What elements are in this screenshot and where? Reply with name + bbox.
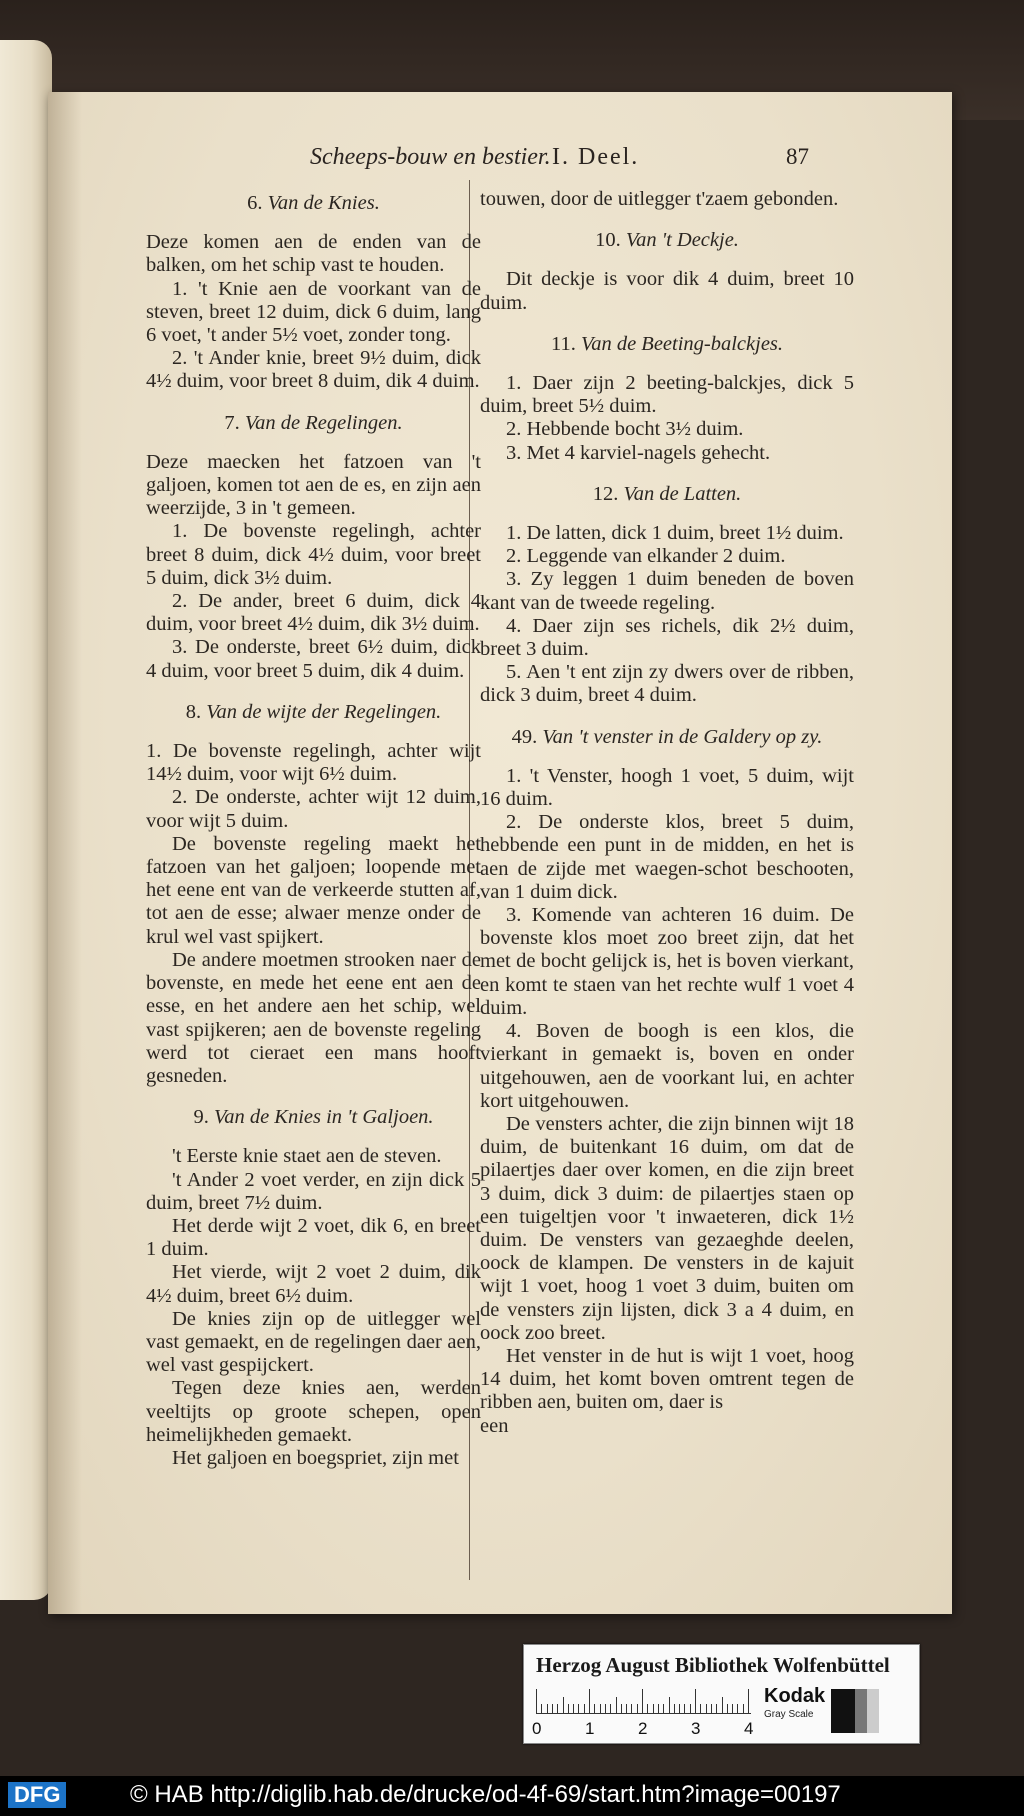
section-number: 9. bbox=[193, 1106, 214, 1129]
paragraph: 't Eerste knie staet aen de steven. bbox=[172, 1145, 442, 1168]
ruler-tick bbox=[626, 1704, 627, 1713]
ruler-number: 0 bbox=[532, 1719, 542, 1738]
section-title: Van de Knies. bbox=[267, 192, 380, 214]
ruler-tick bbox=[578, 1704, 579, 1713]
ruler-tick bbox=[600, 1704, 601, 1713]
section-number: 12. bbox=[592, 482, 624, 505]
ruler-tick bbox=[642, 1689, 643, 1713]
gray-scale-label: Gray Scale bbox=[764, 1709, 814, 1720]
section-number: 49. bbox=[511, 725, 543, 748]
ruler-tick bbox=[737, 1704, 738, 1713]
footer-bar bbox=[0, 1776, 1024, 1816]
ruler-tick bbox=[679, 1704, 680, 1713]
gray-swatch bbox=[831, 1689, 879, 1733]
paragraph: 1. 't Venster, hoogh 1 voet, 5 duim, wijt 16 duim. bbox=[480, 764, 854, 811]
paragraph: 5. Aen 't ent zijn zy dwers over de ribben, dick 3 duim, breet 4 duim. bbox=[480, 661, 854, 707]
ruler-tick bbox=[547, 1704, 548, 1713]
paragraph: 3. De onderste, breet 6½ duim, dick 4 duim, voor breet 5 duim, dik 4 duim. bbox=[146, 636, 481, 682]
section-number: 6. bbox=[247, 192, 268, 214]
ruler-tick bbox=[716, 1704, 717, 1713]
left-column bbox=[146, 188, 481, 1470]
ruler-number: 4 bbox=[744, 1719, 754, 1738]
paragraph: touwen, door de uitlegger t'zaem gebonden. bbox=[480, 188, 839, 210]
paragraph: De andere moetmen strooken naer de bovenste, en mede het eene ent aen de esse, en het andere aen het schip, wel vast spijkeren; aen de bovenste regeling werd tot cieraet een mans hooft gesneden. bbox=[146, 948, 481, 1087]
section-number: 8. bbox=[185, 700, 207, 723]
paragraph: De bovenste regeling maekt het fatzoen van het galjoen; loopende met het eene ent van de verkeerde stutten af, tot aen de esse; alwaer menze onder de krul wel vast spijkert. bbox=[146, 832, 481, 948]
ruler-number: 3 bbox=[691, 1719, 701, 1738]
ruler-tick bbox=[568, 1704, 569, 1713]
paragraph: Het vierde, wijt 2 voet 2 duim, dik 4½ duim, breet 6½ duim. bbox=[146, 1261, 481, 1307]
section-title: Van de Beeting-balckjes. bbox=[580, 332, 784, 355]
section-title: Van 't venster in de Galdery op zy. bbox=[542, 725, 823, 748]
section-heading bbox=[146, 192, 481, 215]
paragraph: 4. Boven de boogh is een klos, die vierkant in gemaekt is, boven en onder uitgehouwen, aen de voorkant lui, en achter kort uitgehouwen. bbox=[480, 1020, 854, 1112]
paragraph: 2. De onderste, achter wijt 12 duim, voor wijt 5 duim. bbox=[146, 786, 481, 832]
kodak-logo: Kodak bbox=[764, 1685, 826, 1707]
ruler-tick bbox=[594, 1704, 595, 1713]
ruler-tick bbox=[700, 1704, 701, 1713]
ruler-tick bbox=[727, 1704, 728, 1713]
section-heading bbox=[146, 1106, 481, 1129]
ruler-tick bbox=[722, 1697, 723, 1713]
section-title: Van de Regelingen. bbox=[244, 411, 403, 434]
library-name: Herzog August Bibliothek Wolfenbüttel bbox=[536, 1653, 890, 1677]
ruler-tick bbox=[690, 1704, 691, 1713]
paragraph: 2. 't Ander knie, breet 9½ duim, dick 4½ duim, voor breet 8 duim, dik 4 duim. bbox=[146, 347, 481, 393]
section-heading bbox=[146, 412, 481, 435]
right-column bbox=[480, 188, 854, 1438]
section-heading bbox=[480, 333, 854, 356]
running-header bbox=[48, 144, 952, 180]
ruler-tick bbox=[695, 1689, 696, 1713]
paragraph: 1. Daer zijn 2 beeting-balckjes, dick 5 duim, breet 5½ duim. bbox=[480, 372, 854, 418]
ruler-tick bbox=[637, 1704, 638, 1713]
paragraph: 2. Leggende van elkander 2 duim. bbox=[506, 545, 786, 568]
color-calibration-bar bbox=[523, 1644, 920, 1744]
section-title: Van de Latten. bbox=[623, 482, 742, 505]
paragraph: 1. De latten, dick 1 duim, breet 1½ duim. bbox=[506, 522, 844, 545]
ruler-tick bbox=[732, 1704, 733, 1713]
ruler-tick bbox=[621, 1704, 622, 1713]
part-label: I. Deel. bbox=[552, 144, 640, 170]
ruler-tick bbox=[663, 1704, 664, 1713]
paragraph: Het venster in de hut is wijt 1 voet, hoog 14 duim, het komt boven omtrent tegen de ribben aen, buiten om, daer is bbox=[480, 1344, 854, 1414]
section-heading bbox=[480, 483, 854, 506]
section-title: Van de wijte der Regelingen. bbox=[206, 700, 442, 723]
ruler-tick bbox=[653, 1704, 654, 1713]
ruler-number: 1 bbox=[585, 1719, 595, 1738]
previous-page-edge bbox=[0, 40, 52, 1600]
paragraph: 2. De ander, breet 6 duim, dick 4 duim, voor breet 4½ duim, dik 3½ duim. bbox=[146, 590, 481, 636]
section-number: 11. bbox=[550, 332, 581, 355]
ruler-tick bbox=[541, 1704, 542, 1713]
scale-ruler bbox=[532, 1687, 754, 1738]
page-gutter-shadow bbox=[48, 92, 82, 1614]
ruler-tick bbox=[605, 1704, 606, 1713]
section-heading bbox=[480, 726, 854, 749]
paragraph: 3. Komende van achteren 16 duim. De bovenste klos moet zoo breet zijn, dat het met de bocht gelijck is, het is boven vierkant, en komt te staen van het rechte wulf 1 voet 4 duim. bbox=[480, 904, 854, 1019]
paragraph: 1. De bovenste regelingh, achter breet 8 duim, dick 4½ duim, voor breet 5 duim, dick 3½ duim. bbox=[146, 520, 481, 589]
ruler-tick bbox=[684, 1704, 685, 1713]
paragraph: Dit deckje is voor dik 4 duim, breet 10 duim. bbox=[480, 268, 854, 314]
ruler-number: 2 bbox=[638, 1719, 648, 1738]
ruler-tick bbox=[631, 1704, 632, 1713]
section-number: 7. bbox=[224, 411, 245, 434]
ruler-tick bbox=[658, 1704, 659, 1713]
paragraph: 3. Met 4 karviel-nagels gehecht. bbox=[506, 441, 771, 464]
section-title: Van 't Deckje. bbox=[625, 229, 739, 252]
ruler-tick bbox=[711, 1704, 712, 1713]
section-number: 10. bbox=[595, 229, 626, 252]
paragraph: 2. Hebbende bocht 3½ duim. bbox=[506, 418, 744, 441]
paragraph: 't Ander 2 voet verder, en zijn dick 5 duim, breet 7½ duim. bbox=[146, 1168, 481, 1214]
ruler-tick bbox=[589, 1689, 590, 1713]
ruler-tick bbox=[536, 1689, 537, 1713]
paragraph: De vensters achter, die zijn binnen wijt 18 duim, de buitenkant 16 duim, om dat de pilaertjes daer over komen, en die zijn breet 3 duim, dick 3 duim: de pilaertjes staen op een tuigeltjen voor 't inwaeteren, dick 1½ duim. De vensters van gezaeghde deelen, oock de klampen. De vensters in de kajuit wijt 1 voet, hoog 1 voet 3 duim, buiten om de vensters zijn lijsten, dick 3 a 4 duim, en oock zoo breet. bbox=[480, 1112, 854, 1344]
paragraph: 2. De onderste klos, breet 5 duim, hebbende een punt in de midden, en het is aen de zijde met waegen-schot beschooten, van 1 duim dick. bbox=[480, 811, 854, 903]
paragraph: Deze maecken het fatzoen van 't galjoen, komen tot aen de es, en zijn aen weerzijde, 3 in 't gemeen. bbox=[146, 450, 481, 520]
section-heading bbox=[146, 701, 481, 724]
book-page bbox=[48, 92, 952, 1614]
running-title: Scheeps-bouw en bestier. bbox=[310, 144, 551, 170]
ruler-tick bbox=[748, 1689, 749, 1713]
ruler-tick bbox=[669, 1697, 670, 1713]
catchword: een bbox=[480, 1414, 509, 1437]
section-heading bbox=[480, 229, 854, 252]
paragraph: 1. 't Knie aen de voorkant van de steven, breet 12 duim, dick 6 duim, lang 6 voet, 't ander 5½ voet, zonder tong. bbox=[146, 277, 481, 347]
ruler-tick bbox=[674, 1704, 675, 1713]
ruler-tick bbox=[552, 1704, 553, 1713]
ruler-tick bbox=[573, 1704, 574, 1713]
ruler-tick bbox=[647, 1704, 648, 1713]
credit-link[interactable]: © HAB http://diglib.hab.de/drucke/od-4f-69/start.htm?image=00197 bbox=[130, 1781, 841, 1808]
paragraph: Het derde wijt 2 voet, dik 6, en breet 1 duim. bbox=[146, 1214, 481, 1261]
paragraph: Deze komen aen de enden van de balken, om het schip vast te houden. bbox=[146, 231, 481, 277]
ruler-tick bbox=[584, 1704, 585, 1713]
paragraph: 3. Zy leggen 1 duim beneden de boven kant van de tweede regeling. bbox=[480, 568, 854, 614]
ruler-tick bbox=[563, 1697, 564, 1713]
paragraph: 4. Daer zijn ses richels, dik 2½ duim, breet 3 duim. bbox=[480, 614, 854, 661]
ruler-tick bbox=[557, 1704, 558, 1713]
paragraph: Tegen deze knies aen, werden veeltijts op groote schepen, open heimelijkheden gemaekt. bbox=[146, 1377, 481, 1446]
paragraph: De knies zijn op de uitlegger wel vast gemaekt, en de regelingen daer aen, wel vast gespijckert. bbox=[146, 1307, 481, 1377]
ruler-tick bbox=[743, 1704, 744, 1713]
dfg-logo[interactable]: DFG bbox=[8, 1782, 66, 1808]
paragraph: 1. De bovenste regelingh, achter wijt 14½ duim, voor wijt 6½ duim. bbox=[146, 740, 481, 786]
ruler-tick bbox=[610, 1704, 611, 1713]
paragraph: Het galjoen en boegspriet, zijn met bbox=[172, 1446, 459, 1469]
ruler-tick bbox=[616, 1697, 617, 1713]
section-title: Van de Knies in 't Galjoen. bbox=[213, 1106, 434, 1129]
page-number: 87 bbox=[786, 144, 809, 169]
ruler-tick bbox=[706, 1704, 707, 1713]
